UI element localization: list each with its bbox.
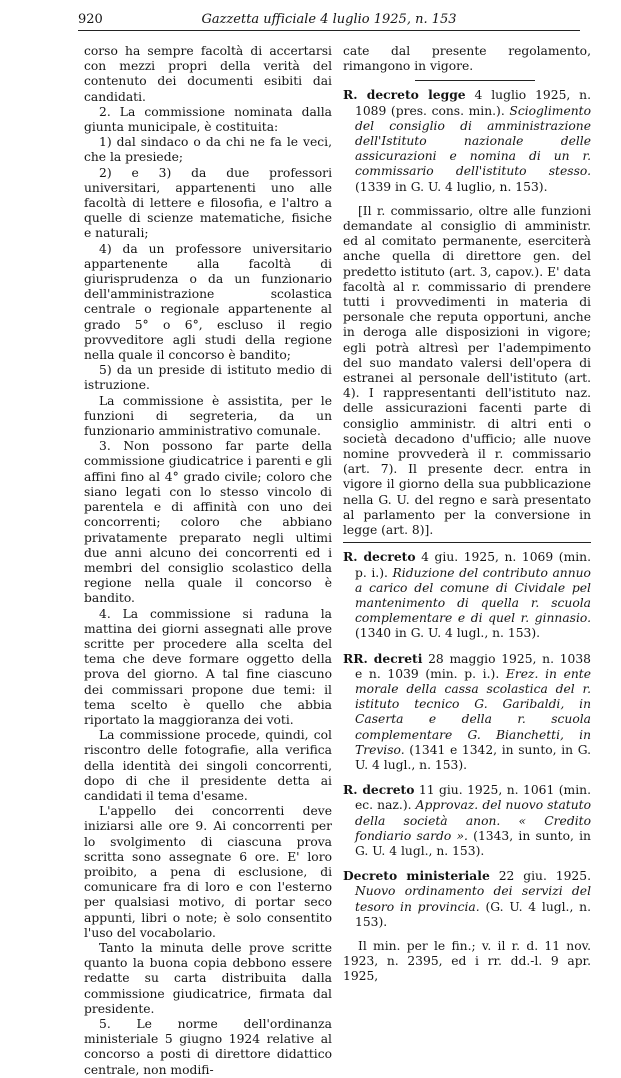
decree-date: 4 giu. 1925, n. 1069 (min. p. i.). (355, 550, 591, 580)
decree-type: R. decreto (343, 549, 416, 565)
list-item: 2) e 3) da due professori universitari, appartenenti uno alle facoltà di lettere e filosofia, e l'altro a quelle di scienze matematiche, fisiche e naturali; (84, 165, 332, 241)
separator-rule (343, 542, 591, 543)
decree-type: Decreto ministeriale (343, 868, 490, 884)
list-item: 1) dal sindaco o da chi ne fa le veci, che la presiede; (84, 135, 332, 165)
decree-entry (343, 782, 591, 859)
decree-entry (343, 87, 591, 194)
article-2: 2. La commissione nominata dalla giunta municipale, è costituita: (84, 104, 332, 135)
separator-rule (415, 80, 535, 81)
article-5: 5. Le norme dell'ordinanza ministeriale 5 giugno 1924 relative al concorso a posti di direttore didattico centrale, non modifi- (84, 1017, 332, 1077)
decree-reference: (1341 e 1342, in sunto, in G. U. 4 lugl., n. 153). (355, 742, 591, 772)
left-column (84, 44, 332, 1078)
paragraph: Il min. per le fin.; v. il r. d. 11 nov. 1923, n. 2395, ed i rr. dd.-l. 9 apr. 1925, (343, 938, 591, 984)
decree-entry (343, 549, 591, 641)
paragraph: La commissione è assistita, per le funzioni di segreteria, da un funzionario amministrativo comunale. (84, 393, 332, 439)
decree-type: R. decreto (343, 782, 415, 798)
decree-title: Riduzione del contributo annuo a carico del comune di Cividale pel mantenimento di quella r. scuola complementare e di quel r. ginnasio. (355, 565, 591, 626)
decree-date: 11 giu. 1925, n. 1061 (min. ec. naz.). (355, 783, 591, 813)
decree-reference: (1343, in sunto, in G. U. 4 lugl., n. 153). (355, 828, 591, 858)
commissario-note: [Il r. commissario, oltre alle funzioni demandate al consiglio di amministr. ed al comitato permanente, eserciterà anche quella di direttore gen. del predetto istituto (art. 3, capov.). E' data facoltà al r. commissario di prendere tutti i provvedimenti in materia di personale che reputa opportuni, anche in deroga alle disposizioni in vigore; egli potrà altresì per l'adempimento del suo mandato valersi dell'opera di estranei al personale dell'istituto (art. 4). I rappresentanti dell'istituto naz. delle assicurazioni facenti parte di consiglio amministr. di altri enti o società decadono d'ufficio; alle nuove nomine provvederà il r. commissario (art. 7). Il presente decr. entra in vigore il giorno della sua pubblicazione nella G. U. del regno e sarà presentato al parlamento per la conversione in legge (art. 8)]. (343, 203, 591, 538)
decree-type: R. decreto legge (343, 87, 466, 103)
paragraph: Tanto la minuta delle prove scritte quanto la buona copia debbono essere redatte su carta distribuita dalla commissione giudicatrice, firmata dal presidente. (84, 940, 332, 1016)
decree-reference: (1339 in G. U. 4 luglio, n. 153). (355, 179, 548, 194)
decree-title: Approvaz. del nuovo statuto della società anon. « Credito fondiario sardo ». (355, 798, 591, 843)
page-number: 920 (78, 12, 103, 27)
right-column (343, 44, 591, 985)
decree-title: Nuovo ordinamento dei servizi del tesoro in provincia. (355, 884, 591, 914)
paragraph: cate dal presente regolamento, rimangono in vigore. (343, 44, 591, 74)
decree-type: RR. decreti (343, 650, 423, 666)
paragraph: L'appello dei concorrenti deve iniziarsi alle ore 9. Ai concorrenti per lo svolgimento di ciascuna prova scritta sono assegnate 6 ore. E' loro proibito, a pena di esclusione, di comunicare fra di loro e con l'esterno per qualsiasi motivo, di portar seco appunti, libri o note; è solo consentito l'uso del vocabolario. (84, 804, 332, 940)
decree-date: 28 maggio 1925, n. 1038 e n. 1039 (min. p. i.). (355, 651, 591, 681)
publication-title: Gazzetta ufficiale 4 luglio 1925, n. 153 (201, 12, 457, 27)
article-4: 4. La commissione si raduna la mattina dei giorni assegnati alle prove scritte per procedere alla scelta del tema che deve formare oggetto della prova del giorno. A tal fine ciascuno dei commissari propone due temi: il tema scelto è quello che abbia riportato la maggioranza dei voti. (84, 606, 332, 727)
list-item: 4) da un professore universitario appartenente alla facoltà di giurisprudenza o da un funzionario dell'amministrazione scolastica centrale o regionale appartenente al grado 5° o 6°, escluso il regio provveditore agli studi della regione nella quale il concorso è bandito; (84, 241, 332, 363)
decree-date: 22 giu. 1925. (498, 869, 591, 884)
decree-date: 4 luglio 1925, n. 1089 (pres. cons. min.). (355, 88, 592, 118)
decree-title: Erez. in ente morale della cassa scolastica del r. istituto tecnico G. Garibaldi, in Caserta e della r. scuola complementare G. Bianchetti, in Treviso. (355, 666, 591, 757)
paragraph: corso ha sempre facoltà di accertarsi con mezzi propri della verità del contenuto dei documenti esibiti dai candidati. (84, 44, 332, 104)
list-item: 5) da un preside di istituto medio di istruzione. (84, 363, 332, 393)
running-header (78, 10, 580, 31)
decree-title: Scioglimento del consiglio di amministrazione dell'Istituto nazionale delle assicurazioni e nomina di un r. commissario dell'istituto stesso. (355, 103, 591, 179)
decree-reference: (1340 in G. U. 4 lugl., n. 153). (355, 626, 541, 641)
article-3: 3. Non possono far parte della commissione giudicatrice i parenti e gli affini fino al 4° grado civile; coloro che siano legati con lo stesso vincolo di parentela e di affinità con uno dei concorrenti; coloro che abbiano privatamente preparato negli ultimi due anni alcuno dei concorrenti ed i membri del consiglio scolastico della regione nella quale il concorso è bandito. (84, 439, 332, 606)
decree-reference: (G. U. 4 lugl., n. 153). (355, 899, 591, 929)
paragraph: La commissione procede, quindi, col riscontro delle fotografie, alla verifica della identità dei singoli concorrenti, dopo di che il presidente detta ai candidati il tema d'esame. (84, 728, 332, 803)
decree-entry (343, 651, 591, 774)
decree-entry (343, 868, 591, 930)
